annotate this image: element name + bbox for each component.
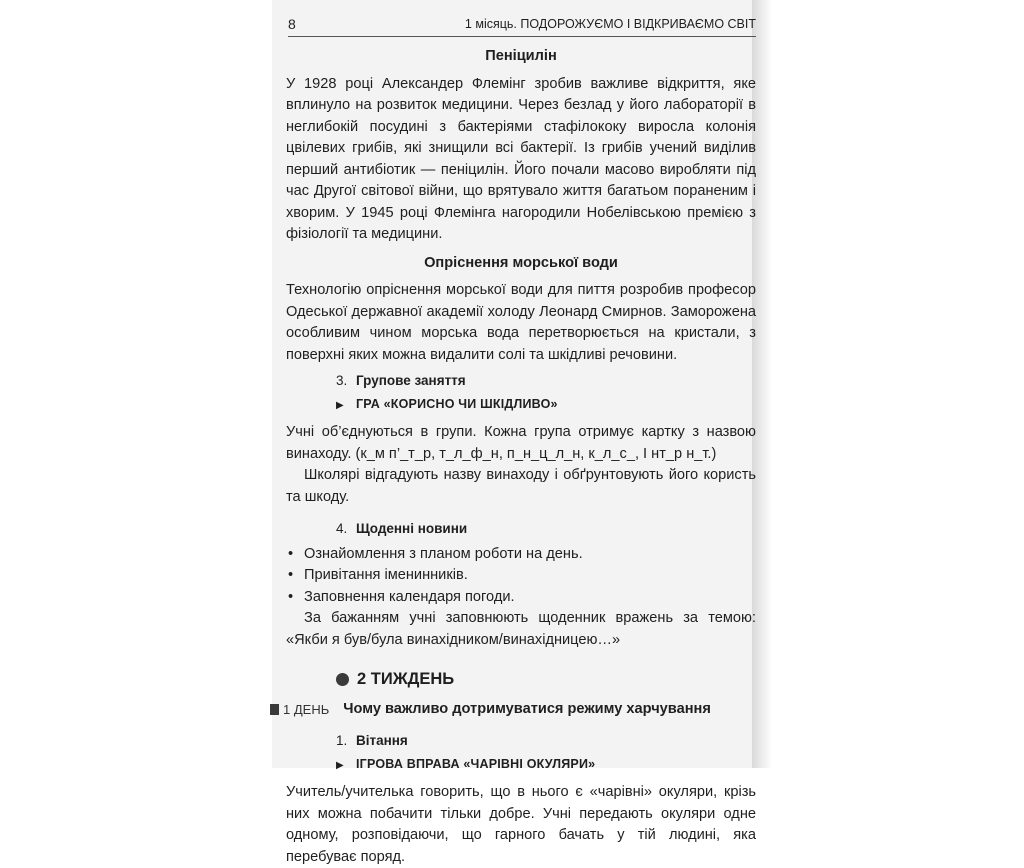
game-title: ГРА «КОРИСНО ЧИ ШКІДЛИВО» bbox=[356, 396, 558, 411]
news-list bbox=[286, 544, 756, 609]
section-title-desalination: Опріснення морської води bbox=[424, 254, 618, 271]
day-label: 1 ДЕНЬ bbox=[283, 701, 330, 717]
game-title: ІГРОВА ВПРАВА «ЧАРІВНІ ОКУЛЯРИ» bbox=[356, 756, 596, 771]
bullet-icon: • bbox=[288, 567, 294, 583]
section-title-penicillin: Пеніцилін bbox=[485, 48, 557, 64]
page-number: 8 bbox=[288, 16, 296, 32]
paragraph-greeting: Учитель/учителька говорить, що в нього є «чарівні» окуляри, крізь них можна побачити тільки добре. Учні передають окуляри одне одному, розповідаючи, що гарного бачать у тій людині, яка перебуває поряд. bbox=[286, 784, 756, 865]
step-number: 4. bbox=[336, 521, 348, 536]
list-item: • Заповнення календаря погоди. bbox=[286, 587, 756, 609]
page-header bbox=[288, 14, 756, 37]
step-number: 3. bbox=[336, 373, 348, 388]
paragraph-desalination: Технологію опріснення морської води для пиття розробив професор Одеської державної академії холоду Леонард Смирнов. Заморожена особливим чином морська вода перетворюється на кристали, з поверхні яких можна видалити солі та шкідливі речовини. bbox=[286, 282, 756, 363]
running-title: 1 місяць. ПОДОРОЖУЄМО І ВІДКРИВАЄМО СВІТ bbox=[464, 17, 756, 31]
step-daily-news bbox=[336, 518, 756, 540]
list-item: • Ознайомлення з планом роботи на день. bbox=[286, 544, 756, 566]
day-heading bbox=[270, 699, 756, 721]
circle-bullet-icon bbox=[336, 673, 349, 686]
paragraph-group-1: Учні об’єднуються в групи. Кожна група отримує картку з назвою винаходу. (к_м п’_т_р, т_л_ф_н, п_н_ц_л_н, к_л_с_, І нт_р н_т.) bbox=[286, 424, 756, 462]
step-group-work bbox=[336, 370, 756, 392]
game-heading bbox=[336, 754, 756, 777]
step-greeting bbox=[336, 730, 756, 752]
week-title: 2 ТИЖДЕНЬ bbox=[357, 670, 455, 688]
list-item: • Привітання іменинників. bbox=[286, 565, 756, 587]
step-title: Вітання bbox=[356, 733, 408, 748]
square-marker-icon bbox=[270, 704, 279, 715]
paragraph-group-2: Школярі відгадують назву винаходу і обґрунтовують його користь та шкоду. bbox=[286, 467, 756, 505]
page-content bbox=[283, 46, 756, 868]
step-number: 1. bbox=[336, 733, 348, 748]
paragraph-news: За бажанням учні заповнюють щоденник вражень за темою: «Якби я був/була винахідником/винахідницею…» bbox=[286, 610, 756, 648]
week-heading bbox=[336, 669, 756, 691]
triangle-bullet-icon: ▶ bbox=[336, 399, 344, 411]
bullet-icon: • bbox=[288, 588, 294, 605]
triangle-bullet-icon: ▶ bbox=[336, 759, 344, 771]
step-title: Групове заняття bbox=[356, 373, 466, 388]
bullet-icon: • bbox=[288, 545, 294, 562]
paragraph-penicillin: У 1928 році Александер Флемінг зробив важливе відкриття, яке вплинуло на розвиток медицини. Через безлад у його лабораторії в неглибокій посудині з бактеріями стафілококу виросла колонія цвілевих грибів, які знищили всі бактерії. Із грибів учений виділив перший антибіотик — пеніцилін. Його почали масово виробляти під час Другої світової війни, що врятувало життя багатьом пораненим і хворим. У 1945 році Флемінга нагородили Нобелівською премією з фізіології та медицини. bbox=[286, 75, 756, 242]
day-title: Чому важливо дотримуватися режиму харчування bbox=[343, 700, 711, 717]
game-heading bbox=[336, 394, 756, 417]
step-title: Щоденні новини bbox=[356, 521, 468, 536]
